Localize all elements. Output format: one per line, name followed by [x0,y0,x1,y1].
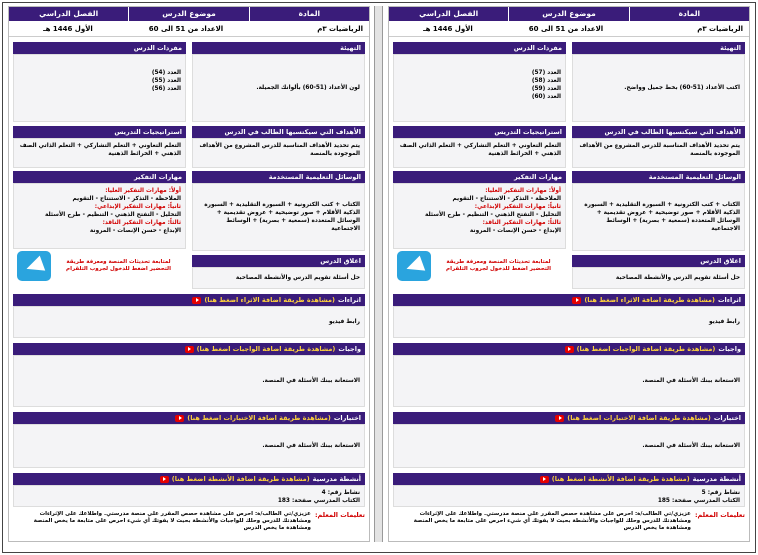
closing-title: اغلاق الدرس [320,257,361,265]
intro-text: اكتب الأعداد (51-60) بخط جميل وواضح. [624,85,740,91]
tests-header [13,412,365,424]
intro-header [572,42,745,54]
tests-box [13,424,365,468]
teacher-notes [393,511,745,532]
tests-help-link[interactable]: (مشاهدة طريقة اضافة الاختبارات اضغط هنا) [187,414,331,422]
teacher-notes-text: عزيزي/تي الطالب/ة: احرص على مشاهدة حصص المقرر على منصة مدرستي. واطلاعك على الإثراءات ومشاهدتك للدرس وحلك للواجبات والأنشطة بحيث لا يفوتك أي شيء احرص على متابعة ما يخص المنصة ومشاهدة ما يخص الدرس [413,511,691,531]
enrich-text[interactable]: رابط فيديو [328,319,360,325]
strategies-box [13,138,186,168]
tests-header [393,412,745,424]
enrich-box [393,306,745,338]
telegram-promo[interactable] [393,249,566,283]
thinking-text-2: التحليل - التفتح الذهني - التنظيم - طرح الأسئلة [45,212,181,218]
tests-box [393,424,745,468]
thinking-label-2: ثانياً: مهارات التفكير الإبداعي: [94,204,181,210]
lesson-header: موضوع الدرس [128,7,248,21]
activity-number: نشاط رقم: 5 [701,490,740,496]
info-header-row [389,7,749,21]
media-header [192,171,365,183]
homework-help-link[interactable]: (مشاهدة طريقة اضافة الواجبات اضغط هنا) [576,345,716,353]
telegram-icon[interactable] [17,251,51,281]
objectives-header [572,126,745,138]
tests-title: اختبارات [713,414,741,422]
closing-box [572,267,745,289]
homework-box [393,355,745,407]
homework-box [13,355,365,407]
vocab-header [13,42,186,54]
tests-text: الاستعانة ببنك الأسئلة في المنصة. [642,443,740,449]
thinking-box [13,183,186,249]
tests-help-link[interactable]: (مشاهدة طريقة اضافة الاختبارات اضغط هنا) [567,414,711,422]
media-text: الكتاب + كتب الكترونية + السبورة التقليدية + السبورة الذكية الأقلام + صور توضيحية + عروض تقديمية + الوسائل المتعددة (سمعية + بصرية) + الوسائط الاجتماعية [204,202,360,232]
homework-header [393,343,745,355]
homework-title: واجبات [718,345,741,353]
enrich-title: اثراءات [717,296,741,304]
media-box [192,183,365,251]
thinking-box [393,183,566,249]
tests-text: الاستعانة ببنك الأسئلة في المنصة. [262,443,360,449]
closing-text: حل أسئلة تقويم الدرس والأنشطة المصاحبة [235,275,360,281]
lesson-page-left [8,6,370,542]
vocab-item: العدد (57) [531,70,561,76]
thinking-title: مهارات التفكير [514,173,562,181]
vocab-item: العدد (60) [531,94,561,100]
thinking-label-1: أولاً: مهارات التفكير العليا: [485,188,561,194]
telegram-promo-text[interactable]: لمتابعة تحديثات المنصة ومعرفة طريقة التحضير اضغط للدخول لجروب التلقرام [66,259,171,272]
activities-title: أنشطة مدرسية [692,475,741,483]
youtube-icon[interactable] [175,415,184,422]
vocab-item: العدد (54) [151,70,181,76]
thinking-label-3: ثالثاً: مهارات التفكير الناقد: [102,220,181,226]
thinking-text-1: الملاحظة - التذكر - الاستنتاج - التقويم [452,196,561,202]
homework-help-link[interactable]: (مشاهدة طريقة اضافة الواجبات اضغط هنا) [196,345,336,353]
lesson-value: الاعداد من 51 الى 60 [148,25,224,33]
objectives-box [192,138,365,168]
enrich-help-link[interactable]: (مشاهدة طريقة اضافة الاثراء اضغط هنا) [204,296,335,304]
vocab-header [393,42,566,54]
closing-box [192,267,365,289]
enrich-box [13,306,365,338]
page-gutter [374,6,383,542]
info-header-row [9,7,369,21]
closing-text: حل أسئلة تقويم الدرس والأنشطة المصاحبة [615,275,740,281]
intro-title: التهيئة [340,44,361,52]
intro-header [192,42,365,54]
youtube-icon[interactable] [160,476,169,483]
media-title: الوسائل التعليمية المستخدمة [648,173,741,181]
intro-box [572,54,745,122]
enrich-help-link[interactable]: (مشاهدة طريقة اضافة الاثراء اضغط هنا) [584,296,715,304]
telegram-promo-text[interactable]: لمتابعة تحديثات المنصة ومعرفة طريقة التحضير اضغط للدخول لجروب التلقرام [446,259,551,272]
enrich-header [393,294,745,306]
media-title: الوسائل التعليمية المستخدمة [268,173,361,181]
homework-title: واجبات [338,345,361,353]
tests-title: اختبارات [333,414,361,422]
activity-page: الكتاب المدرسي صفحة: 183 [277,498,360,504]
vocab-box [393,54,566,122]
youtube-icon[interactable] [540,476,549,483]
lesson-value: الاعداد من 51 الى 60 [528,25,604,33]
intro-text: لون الأعداد (51-60) بألوانك الجميلة. [256,85,360,91]
activities-title: أنشطة مدرسية [312,475,361,483]
telegram-icon[interactable] [397,251,431,281]
vocab-box [13,54,186,122]
youtube-icon[interactable] [565,346,574,353]
enrich-text[interactable]: رابط فيديو [708,319,740,325]
objectives-header [192,126,365,138]
thinking-header [393,171,566,183]
media-header [572,171,745,183]
closing-header [192,255,365,267]
thinking-text-3: الإبداع - حسن الإنصات - المرونة [89,228,181,234]
media-box [572,183,745,251]
youtube-icon[interactable] [185,346,194,353]
objectives-box [572,138,745,168]
activities-header [393,473,745,485]
homework-text: الاستعانة ببنك الأسئلة في المنصة. [262,378,360,384]
vocab-title: مفردات الدرس [133,44,182,52]
strategies-header [13,126,186,138]
activities-box [393,485,745,507]
term-header: الفصل الدراسي [389,7,508,21]
homework-text: الاستعانة ببنك الأسئلة في المنصة. [642,378,740,384]
youtube-icon[interactable] [192,297,201,304]
vocab-item: العدد (55) [151,78,181,84]
term-value: الأول 1446 هـ [43,25,93,33]
enrich-title: اثراءات [337,296,361,304]
youtube-icon[interactable] [572,297,581,304]
activities-header [13,473,365,485]
objectives-title: الأهداف التي سيكتسبها الطالب في الدرس [224,128,361,136]
intro-title: التهيئة [720,44,741,52]
homework-header [13,343,365,355]
thinking-text-2: التحليل - التفتح الذهني - التنظيم - طرح الأسئلة [425,212,561,218]
strategies-box [393,138,566,168]
teacher-notes [13,511,365,532]
thinking-label-2: ثانياً: مهارات التفكير الإبداعي: [474,204,561,210]
objectives-text: يتم تحديد الأهداف المناسبة للدرس المشروع من الأهداف الموجودة بالمنصة [579,143,740,157]
activity-number: نشاط رقم: 4 [321,490,360,496]
activity-page: الكتاب المدرسي صفحة: 185 [657,498,740,504]
thinking-label-3: ثالثاً: مهارات التفكير الناقد: [482,220,561,226]
activities-help-link[interactable]: (مشاهدة طريقة اضافة الأنشطة اضغط هنا) [171,475,310,483]
lesson-header: موضوع الدرس [508,7,628,21]
youtube-icon[interactable] [555,415,564,422]
thinking-text-3: الإبداع - حسن الإنصات - المرونة [469,228,561,234]
lesson-page-right [388,6,750,542]
term-header: الفصل الدراسي [9,7,128,21]
closing-title: اغلاق الدرس [700,257,741,265]
term-value: الأول 1446 هـ [423,25,473,33]
subject-value: الرياضيات ٣م [317,25,363,33]
subject-header: المادة [629,7,749,21]
thinking-header [13,171,186,183]
strategies-text: التعلم التعاوني + التعلم التشاركي + التعلم الذاتي الصف الذهني + الخرائط الذهنية [19,143,181,157]
subject-header: المادة [249,7,369,21]
strategies-text: التعلم التعاوني + التعلم التشاركي + التعلم الذاتي الصف الذهني + الخرائط الذهنية [399,143,561,157]
thinking-label-1: أولاً: مهارات التفكير العليا: [105,188,181,194]
vocab-item: العدد (56) [151,86,181,92]
teacher-notes-label: تعليمات المعلم: [694,511,745,519]
vocab-title: مفردات الدرس [513,44,562,52]
activities-help-link[interactable]: (مشاهدة طريقة اضافة الأنشطة اضغط هنا) [551,475,690,483]
info-value-row [389,21,749,37]
thinking-title: مهارات التفكير [134,173,182,181]
info-value-row [9,21,369,37]
telegram-promo[interactable] [13,249,186,283]
objectives-text: يتم تحديد الأهداف المناسبة للدرس المشروع من الأهداف الموجودة بالمنصة [199,143,360,157]
thinking-text-1: الملاحظة - التذكر - الاستنتاج - التقويم [72,196,181,202]
subject-value: الرياضيات ٣م [697,25,743,33]
teacher-notes-text: عزيزي/تي الطالب/ة: احرص على مشاهدة حصص المقرر على منصة مدرستي. واطلاعك على الإثراءات ومشاهدتك للدرس وحلك للواجبات والأنشطة بحيث لا يفوتك أي شيء احرص على متابعة ما يخص المنصة ومشاهدة ما يخص الدرس [33,511,311,531]
strategies-title: استراتيجيات التدريس [494,128,562,136]
activities-box [13,485,365,507]
enrich-header [13,294,365,306]
teacher-notes-label: تعليمات المعلم: [314,511,365,519]
intro-box [192,54,365,122]
objectives-title: الأهداف التي سيكتسبها الطالب في الدرس [604,128,741,136]
vocab-item: العدد (59) [531,86,561,92]
closing-header [572,255,745,267]
strategies-title: استراتيجيات التدريس [114,128,182,136]
strategies-header [393,126,566,138]
vocab-item: العدد (58) [531,78,561,84]
media-text: الكتاب + كتب الكترونية + السبورة التقليدية + السبورة الذكية الأقلام + صور توضيحية + عروض تقديمية + الوسائل المتعددة (سمعية + بصرية) + الوسائط الاجتماعية [584,202,740,232]
